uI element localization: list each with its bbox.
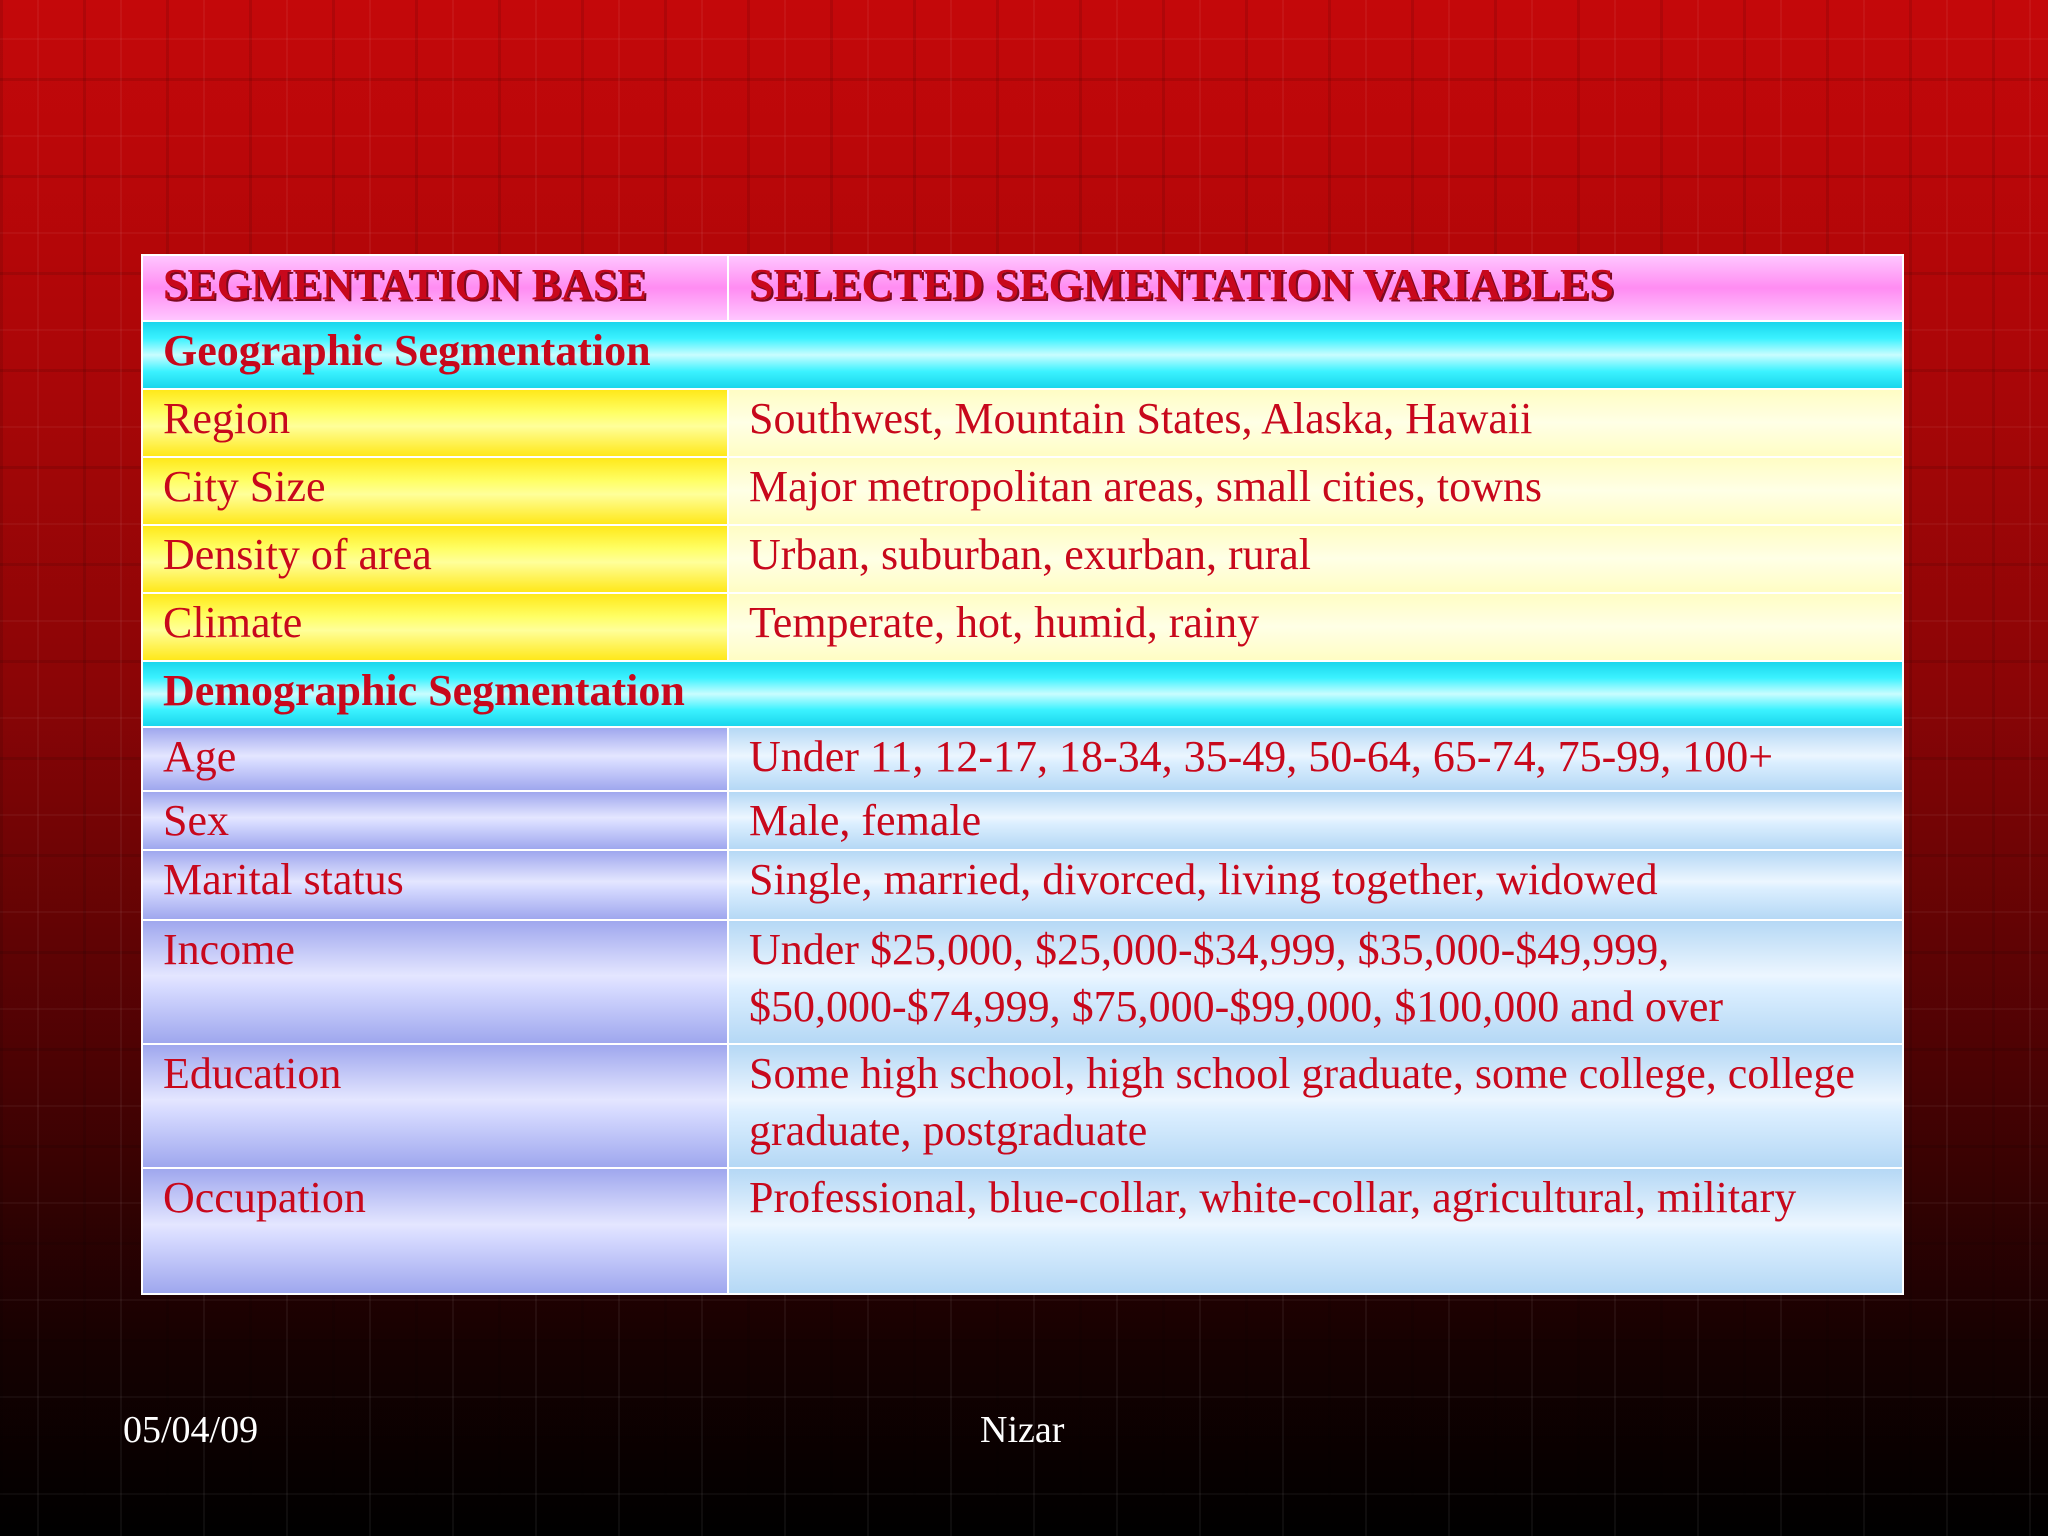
section-row-geographic (142, 321, 1903, 389)
table-row (142, 1044, 1903, 1168)
segmentation-variables-cell: Temperate, hot, humid, rainy (728, 593, 1903, 661)
table-row (142, 850, 1903, 920)
segmentation-base-cell: City Size (142, 457, 728, 525)
segmentation-variables-cell: Major metropolitan areas, small cities, towns (728, 457, 1903, 525)
segmentation-variables-cell: Under $25,000, $25,000-$34,999, $35,000-$49,999, $50,000-$74,999, $75,000-$99,000, $100,000 and over (728, 920, 1903, 1044)
table-row (142, 457, 1903, 525)
table-row (142, 525, 1903, 593)
table-header-row (142, 255, 1903, 321)
footer-date: 05/04/09 (123, 1409, 259, 1451)
table-row (142, 389, 1903, 457)
segmentation-base-cell: Climate (142, 593, 728, 661)
table-row (142, 727, 1903, 791)
segmentation-base-cell: Density of area (142, 525, 728, 593)
section-title-geographic: Geographic Segmentation (142, 321, 1903, 389)
segmentation-base-cell: Education (142, 1044, 728, 1168)
footer-author: Nizar (980, 1409, 1065, 1451)
section-row-demographic (142, 661, 1903, 727)
table-row (142, 593, 1903, 661)
segmentation-variables-cell: Southwest, Mountain States, Alaska, Hawaii (728, 389, 1903, 457)
segmentation-variables-cell: Male, female (728, 791, 1903, 850)
header-selected-variables: SELECTED SEGMENTATION VARIABLES (728, 255, 1903, 321)
segmentation-base-cell: Occupation (142, 1168, 728, 1294)
segmentation-base-cell: Region (142, 389, 728, 457)
segmentation-variables-cell: Under 11, 12-17, 18-34, 35-49, 50-64, 65-74, 75-99, 100+ (728, 727, 1903, 791)
segmentation-base-cell: Sex (142, 791, 728, 850)
segmentation-table (141, 254, 1904, 1295)
table-row (142, 1168, 1903, 1294)
segmentation-base-cell: Income (142, 920, 728, 1044)
table-row (142, 791, 1903, 850)
section-title-demographic: Demographic Segmentation (142, 661, 1903, 727)
header-segmentation-base: SEGMENTATION BASE (142, 255, 728, 321)
segmentation-base-cell: Age (142, 727, 728, 791)
segmentation-variables-cell: Some high school, high school graduate, some college, college graduate, postgraduate (728, 1044, 1903, 1168)
segmentation-base-cell: Marital status (142, 850, 728, 920)
segmentation-variables-cell: Single, married, divorced, living together, widowed (728, 850, 1903, 920)
table-row (142, 920, 1903, 1044)
segmentation-variables-cell: Urban, suburban, exurban, rural (728, 525, 1903, 593)
segmentation-variables-cell: Professional, blue-collar, white-collar, agricultural, military (728, 1168, 1903, 1294)
